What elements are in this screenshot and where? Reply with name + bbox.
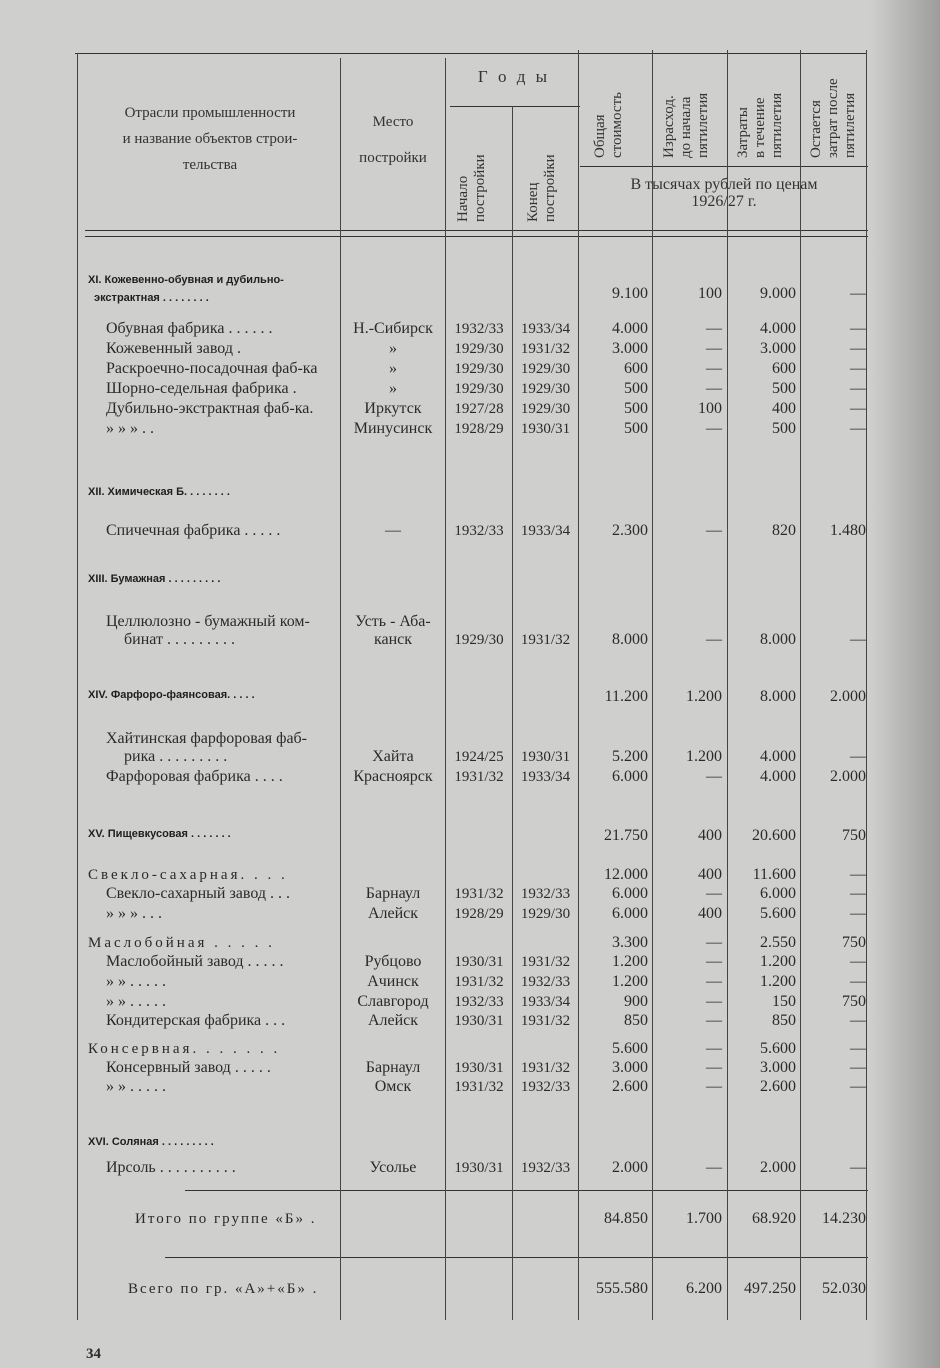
object-name: Ирсоль . . . . . . . . . . bbox=[106, 1159, 236, 1176]
remaining-cost: — bbox=[850, 420, 866, 437]
total-cost: 500 bbox=[624, 420, 648, 437]
header-place-column: постройки bbox=[359, 150, 427, 166]
total-cost: 5.600 bbox=[612, 1040, 648, 1057]
spent-during: 20.600 bbox=[752, 827, 796, 844]
remaining-cost: 1.480 bbox=[830, 522, 866, 539]
spent-before: 100 bbox=[698, 400, 722, 417]
year-end: 1930/31 bbox=[520, 421, 571, 437]
table-rule bbox=[85, 230, 868, 231]
construction-place: Хайта bbox=[372, 748, 414, 765]
remaining-cost: — bbox=[850, 1040, 866, 1057]
object-name: » » . . . . . bbox=[106, 973, 166, 990]
remaining-cost: — bbox=[850, 885, 866, 902]
remaining-cost: — bbox=[850, 748, 866, 765]
spent-before: — bbox=[706, 1012, 722, 1029]
object-name: Консервный завод . . . . . bbox=[106, 1059, 271, 1076]
construction-place: — bbox=[385, 522, 401, 539]
spent-during: 5.600 bbox=[760, 1040, 796, 1057]
remaining-cost: 750 bbox=[842, 993, 866, 1010]
construction-place-line: Усть - Аба- bbox=[355, 613, 431, 630]
year-start: 1931/32 bbox=[454, 769, 504, 785]
construction-place: Алейск bbox=[367, 905, 419, 922]
table-rule bbox=[85, 236, 868, 237]
header-units-note: 1926/27 г. bbox=[691, 193, 757, 210]
year-start: 1929/30 bbox=[454, 341, 504, 357]
header-years-group: Г о д ы bbox=[477, 67, 551, 86]
year-start: 1929/30 bbox=[454, 381, 504, 397]
spent-during: 1.200 bbox=[760, 973, 796, 990]
spent-during: 11.600 bbox=[752, 866, 796, 883]
header-spent_before: Израсход. bbox=[661, 95, 677, 158]
construction-place: » bbox=[389, 380, 397, 397]
year-end: 1932/33 bbox=[520, 974, 571, 990]
total-cost: 1.200 bbox=[612, 973, 648, 990]
spent-before: — bbox=[706, 1159, 722, 1176]
table-column-rule bbox=[727, 50, 728, 1320]
table-rule bbox=[185, 1190, 868, 1191]
header-spent_during: в течение bbox=[752, 97, 768, 158]
construction-place: Усолье bbox=[369, 1159, 417, 1176]
year-end: 1930/31 bbox=[520, 749, 571, 765]
year-end: 1933/34 bbox=[520, 523, 571, 539]
construction-place: Минусинск bbox=[353, 420, 433, 437]
section-title: XI. Кожевенно-обувная и дубильно- bbox=[88, 274, 284, 286]
spent-before: — bbox=[706, 420, 722, 437]
year-start: 1932/33 bbox=[454, 321, 504, 337]
remaining-cost: — bbox=[850, 1078, 866, 1095]
remaining-cost: 2.000 bbox=[830, 688, 866, 705]
object-name: Целлюлозно - бумажный ком- bbox=[106, 613, 310, 630]
header-name-column: и название объектов строи- bbox=[122, 131, 298, 147]
spent-during: 8.000 bbox=[760, 688, 796, 705]
spent-during: 4.000 bbox=[760, 748, 796, 765]
table-column-rule bbox=[445, 58, 446, 1320]
totals-total: 84.850 bbox=[604, 1210, 648, 1227]
object-name: Кондитерская фабрика . . . bbox=[106, 1012, 286, 1029]
remaining-cost: — bbox=[850, 1059, 866, 1076]
remaining-cost: — bbox=[850, 631, 866, 648]
spent-before: — bbox=[706, 360, 722, 377]
object-name: Фарфоровая фабрика . . . . bbox=[106, 768, 283, 785]
total-cost: 3.300 bbox=[612, 934, 648, 951]
total-cost: 11.200 bbox=[604, 688, 648, 705]
object-name: » » » . . . bbox=[106, 905, 162, 922]
year-start: 1930/31 bbox=[454, 1013, 504, 1029]
year-end: 1929/30 bbox=[520, 361, 571, 377]
year-end: 1931/32 bbox=[520, 632, 571, 648]
spent-before: 1.200 bbox=[686, 688, 722, 705]
spent-before: — bbox=[706, 1059, 722, 1076]
spent-during: 5.600 bbox=[760, 905, 796, 922]
year-start: 1931/32 bbox=[454, 886, 504, 902]
year-end: 1933/34 bbox=[520, 769, 571, 785]
year-end: 1929/30 bbox=[520, 906, 571, 922]
total-cost: 900 bbox=[624, 993, 648, 1010]
totals-during: 68.920 bbox=[752, 1210, 796, 1227]
spent-during: 4.000 bbox=[760, 320, 796, 337]
remaining-cost: — bbox=[850, 905, 866, 922]
total-cost: 6.000 bbox=[612, 885, 648, 902]
spent-during: 3.000 bbox=[760, 1059, 796, 1076]
total-cost: 8.000 bbox=[612, 631, 648, 648]
total-cost: 6.000 bbox=[612, 905, 648, 922]
totals-before: 6.200 bbox=[686, 1280, 722, 1297]
year-start: 1929/30 bbox=[454, 632, 504, 648]
remaining-cost: — bbox=[850, 973, 866, 990]
spent-before: — bbox=[706, 768, 722, 785]
object-name: » » . . . . . bbox=[106, 993, 166, 1010]
total-cost: 9.100 bbox=[612, 285, 648, 302]
total-cost: 2.000 bbox=[612, 1159, 648, 1176]
header-remaining: пятилетия bbox=[842, 92, 858, 158]
year-start: 1929/30 bbox=[454, 361, 504, 377]
section-title: экстрактная . . . . . . . . bbox=[94, 292, 209, 304]
spent-before: 400 bbox=[698, 905, 722, 922]
remaining-cost: — bbox=[850, 360, 866, 377]
page-number: 34 bbox=[86, 1346, 101, 1362]
year-start: 1932/33 bbox=[454, 523, 504, 539]
year-end: 1933/34 bbox=[520, 321, 571, 337]
header-remaining: Остается bbox=[808, 100, 824, 158]
spent-before: — bbox=[706, 340, 722, 357]
object-name: Свекло-сахарный завод . . . bbox=[106, 885, 291, 902]
construction-place-line: канск bbox=[373, 631, 413, 648]
spent-during: 8.000 bbox=[760, 631, 796, 648]
remaining-cost: — bbox=[850, 953, 866, 970]
year-end: 1932/33 bbox=[520, 1160, 571, 1176]
object-name: Обувная фабрика . . . . . . bbox=[106, 320, 273, 337]
year-start: 1931/32 bbox=[454, 1079, 504, 1095]
table-rule bbox=[580, 166, 868, 167]
object-name: Кожевенный завод . bbox=[106, 340, 241, 357]
year-start: 1930/31 bbox=[454, 1160, 504, 1176]
header-place-column: Место bbox=[372, 114, 414, 130]
header-spent_during: пятилетия bbox=[769, 92, 785, 158]
spent-before: — bbox=[706, 320, 722, 337]
construction-place bbox=[342, 613, 444, 649]
spent-during: 3.000 bbox=[760, 340, 796, 357]
construction-place: Алейск bbox=[367, 1012, 419, 1029]
object-name: Спичечная фабрика . . . . . bbox=[106, 522, 281, 539]
construction-place: Иркутск bbox=[364, 400, 422, 417]
spent-before: — bbox=[706, 380, 722, 397]
total-cost: 6.000 bbox=[612, 768, 648, 785]
year-start: 1928/29 bbox=[454, 421, 504, 437]
remaining-cost: 750 bbox=[842, 934, 866, 951]
construction-place: Барнаул bbox=[365, 1059, 421, 1076]
year-end: 1932/33 bbox=[520, 1079, 571, 1095]
total-cost: 500 bbox=[624, 380, 648, 397]
totals-after: 14.230 bbox=[822, 1210, 866, 1227]
table-column-rule bbox=[652, 50, 653, 1320]
totals-during: 497.250 bbox=[744, 1280, 796, 1297]
object-name: » » . . . . . bbox=[106, 1078, 166, 1095]
totals-label: Всего по гр. «А»+«Б» . bbox=[128, 1281, 319, 1297]
year-start: 1928/29 bbox=[454, 906, 504, 922]
table-rule bbox=[165, 1257, 868, 1258]
header-units-note: В тысячах рублей по ценам bbox=[630, 176, 818, 193]
header-year_start: постройки bbox=[472, 154, 488, 222]
section-title: XVI. Соляная . . . . . . . . . bbox=[88, 1136, 214, 1148]
total-cost: 21.750 bbox=[604, 827, 648, 844]
year-end: 1931/32 bbox=[520, 1060, 571, 1076]
remaining-cost: — bbox=[850, 285, 866, 302]
spent-during: 1.200 bbox=[760, 953, 796, 970]
header-spent_before: до начала bbox=[678, 96, 694, 158]
spent-before: — bbox=[706, 973, 722, 990]
remaining-cost: — bbox=[850, 1159, 866, 1176]
remaining-cost: — bbox=[850, 400, 866, 417]
header-total_cost: Общая bbox=[592, 114, 608, 158]
subsection-title: Консервная. . . . . . . bbox=[88, 1041, 281, 1057]
table-column-rule bbox=[77, 53, 78, 1320]
header-total_cost: стоимость bbox=[609, 92, 625, 158]
table-column-rule bbox=[578, 50, 579, 1320]
spent-during: 400 bbox=[772, 400, 796, 417]
remaining-cost: — bbox=[850, 340, 866, 357]
object-name: Маслобойный завод . . . . . bbox=[106, 953, 284, 970]
object-name: рика . . . . . . . . . bbox=[124, 748, 228, 765]
header-remaining: затрат после bbox=[825, 78, 841, 158]
spent-before: — bbox=[706, 993, 722, 1010]
total-cost: 2.300 bbox=[612, 522, 648, 539]
total-cost: 12.000 bbox=[604, 866, 648, 883]
year-end: 1931/32 bbox=[520, 1013, 571, 1029]
table-rule bbox=[75, 53, 867, 54]
spent-during: 6.000 bbox=[760, 885, 796, 902]
spent-before: — bbox=[706, 631, 722, 648]
spent-during: 2.600 bbox=[760, 1078, 796, 1095]
header-year_start: Начало bbox=[455, 175, 471, 222]
total-cost: 1.200 bbox=[612, 953, 648, 970]
spent-during: 850 bbox=[772, 1012, 796, 1029]
subsection-title: Маслобойная . . . . . bbox=[88, 935, 275, 951]
object-name: » » » . . bbox=[106, 420, 154, 437]
spent-before: 1.200 bbox=[686, 748, 722, 765]
year-start: 1924/25 bbox=[454, 749, 504, 765]
remaining-cost: — bbox=[850, 866, 866, 883]
table-column-rule bbox=[866, 50, 867, 1320]
spent-before: — bbox=[706, 885, 722, 902]
header-name-column: тельства bbox=[182, 157, 238, 173]
construction-place: » bbox=[389, 360, 397, 377]
construction-place: Барнаул bbox=[365, 885, 421, 902]
header-spent_before: пятилетия bbox=[695, 92, 711, 158]
total-cost: 5.200 bbox=[612, 748, 648, 765]
construction-place: Омск bbox=[374, 1078, 412, 1095]
spent-before: — bbox=[706, 1078, 722, 1095]
section-title: XIV. Фарфоро-фаянсовая. . . . . bbox=[88, 689, 255, 701]
spent-during: 9.000 bbox=[760, 285, 796, 302]
header-year_end: Конец bbox=[525, 182, 541, 222]
year-start: 1932/33 bbox=[454, 994, 504, 1010]
spent-during: 500 bbox=[772, 380, 796, 397]
construction-place: Славгород bbox=[357, 993, 429, 1010]
spent-during: 500 bbox=[772, 420, 796, 437]
year-end: 1929/30 bbox=[520, 381, 571, 397]
total-cost: 3.000 bbox=[612, 340, 648, 357]
year-end: 1929/30 bbox=[520, 401, 571, 417]
spent-before: — bbox=[706, 1040, 722, 1057]
remaining-cost: — bbox=[850, 320, 866, 337]
construction-place: Красноярск bbox=[353, 768, 433, 785]
spent-during: 600 bbox=[772, 360, 796, 377]
year-end: 1932/33 bbox=[520, 886, 571, 902]
total-cost: 600 bbox=[624, 360, 648, 377]
year-end: 1933/34 bbox=[520, 994, 571, 1010]
section-title: XIII. Бумажная . . . . . . . . . bbox=[88, 573, 221, 585]
remaining-cost: — bbox=[850, 380, 866, 397]
object-name: Дубильно-экстрактная фаб-ка. bbox=[106, 400, 314, 417]
spent-during: 2.000 bbox=[760, 1159, 796, 1176]
spent-before: — bbox=[706, 934, 722, 951]
table-column-rule bbox=[512, 106, 513, 1320]
spent-during: 820 bbox=[772, 522, 796, 539]
spent-during: 2.550 bbox=[760, 934, 796, 951]
object-name: Раскроечно-посадочная фаб-ка bbox=[106, 360, 318, 377]
totals-after: 52.030 bbox=[822, 1280, 866, 1297]
spent-before: 400 bbox=[698, 866, 722, 883]
spent-before: — bbox=[706, 522, 722, 539]
section-title: XV. Пищевкусовая . . . . . . . bbox=[88, 828, 231, 840]
totals-total: 555.580 bbox=[596, 1280, 648, 1297]
spent-before: — bbox=[706, 953, 722, 970]
spent-during: 150 bbox=[772, 993, 796, 1010]
construction-place: Ачинск bbox=[367, 973, 419, 990]
section-title: XII. Химическая Б. . . . . . . . bbox=[88, 486, 230, 498]
remaining-cost: 750 bbox=[842, 827, 866, 844]
construction-place: Рубцово bbox=[364, 953, 422, 970]
spent-before: 100 bbox=[698, 285, 722, 302]
header-spent_during: Затраты bbox=[735, 107, 751, 158]
object-name: Шорно-седельная фабрика . bbox=[106, 380, 297, 397]
year-start: 1930/31 bbox=[454, 1060, 504, 1076]
total-cost: 3.000 bbox=[612, 1059, 648, 1076]
total-cost: 4.000 bbox=[612, 320, 648, 337]
total-cost: 2.600 bbox=[612, 1078, 648, 1095]
remaining-cost: — bbox=[850, 1012, 866, 1029]
totals-label: Итого по группе «Б» . bbox=[135, 1211, 317, 1227]
object-name: бинат . . . . . . . . . bbox=[124, 631, 235, 648]
total-cost: 500 bbox=[624, 400, 648, 417]
remaining-cost: 2.000 bbox=[830, 768, 866, 785]
header-name-column: Отрасли промышленности bbox=[124, 105, 296, 121]
spent-during: 4.000 bbox=[760, 768, 796, 785]
spent-before: 400 bbox=[698, 827, 722, 844]
table-rule bbox=[450, 106, 580, 107]
year-start: 1927/28 bbox=[454, 401, 504, 417]
year-start: 1930/31 bbox=[454, 954, 504, 970]
object-name: Хайтинская фарфоровая фаб- bbox=[106, 730, 308, 747]
header-year_end: постройки bbox=[542, 154, 558, 222]
year-end: 1931/32 bbox=[520, 341, 571, 357]
totals-before: 1.700 bbox=[686, 1210, 722, 1227]
construction-place: Н.-Сибирск bbox=[353, 320, 433, 337]
year-start: 1931/32 bbox=[454, 974, 504, 990]
table-column-rule bbox=[800, 50, 801, 1320]
year-end: 1931/32 bbox=[520, 954, 571, 970]
subsection-title: Свекло-сахарная. . . . bbox=[88, 867, 288, 883]
construction-place: » bbox=[389, 340, 397, 357]
total-cost: 850 bbox=[624, 1012, 648, 1029]
table-column-rule bbox=[340, 58, 341, 1320]
